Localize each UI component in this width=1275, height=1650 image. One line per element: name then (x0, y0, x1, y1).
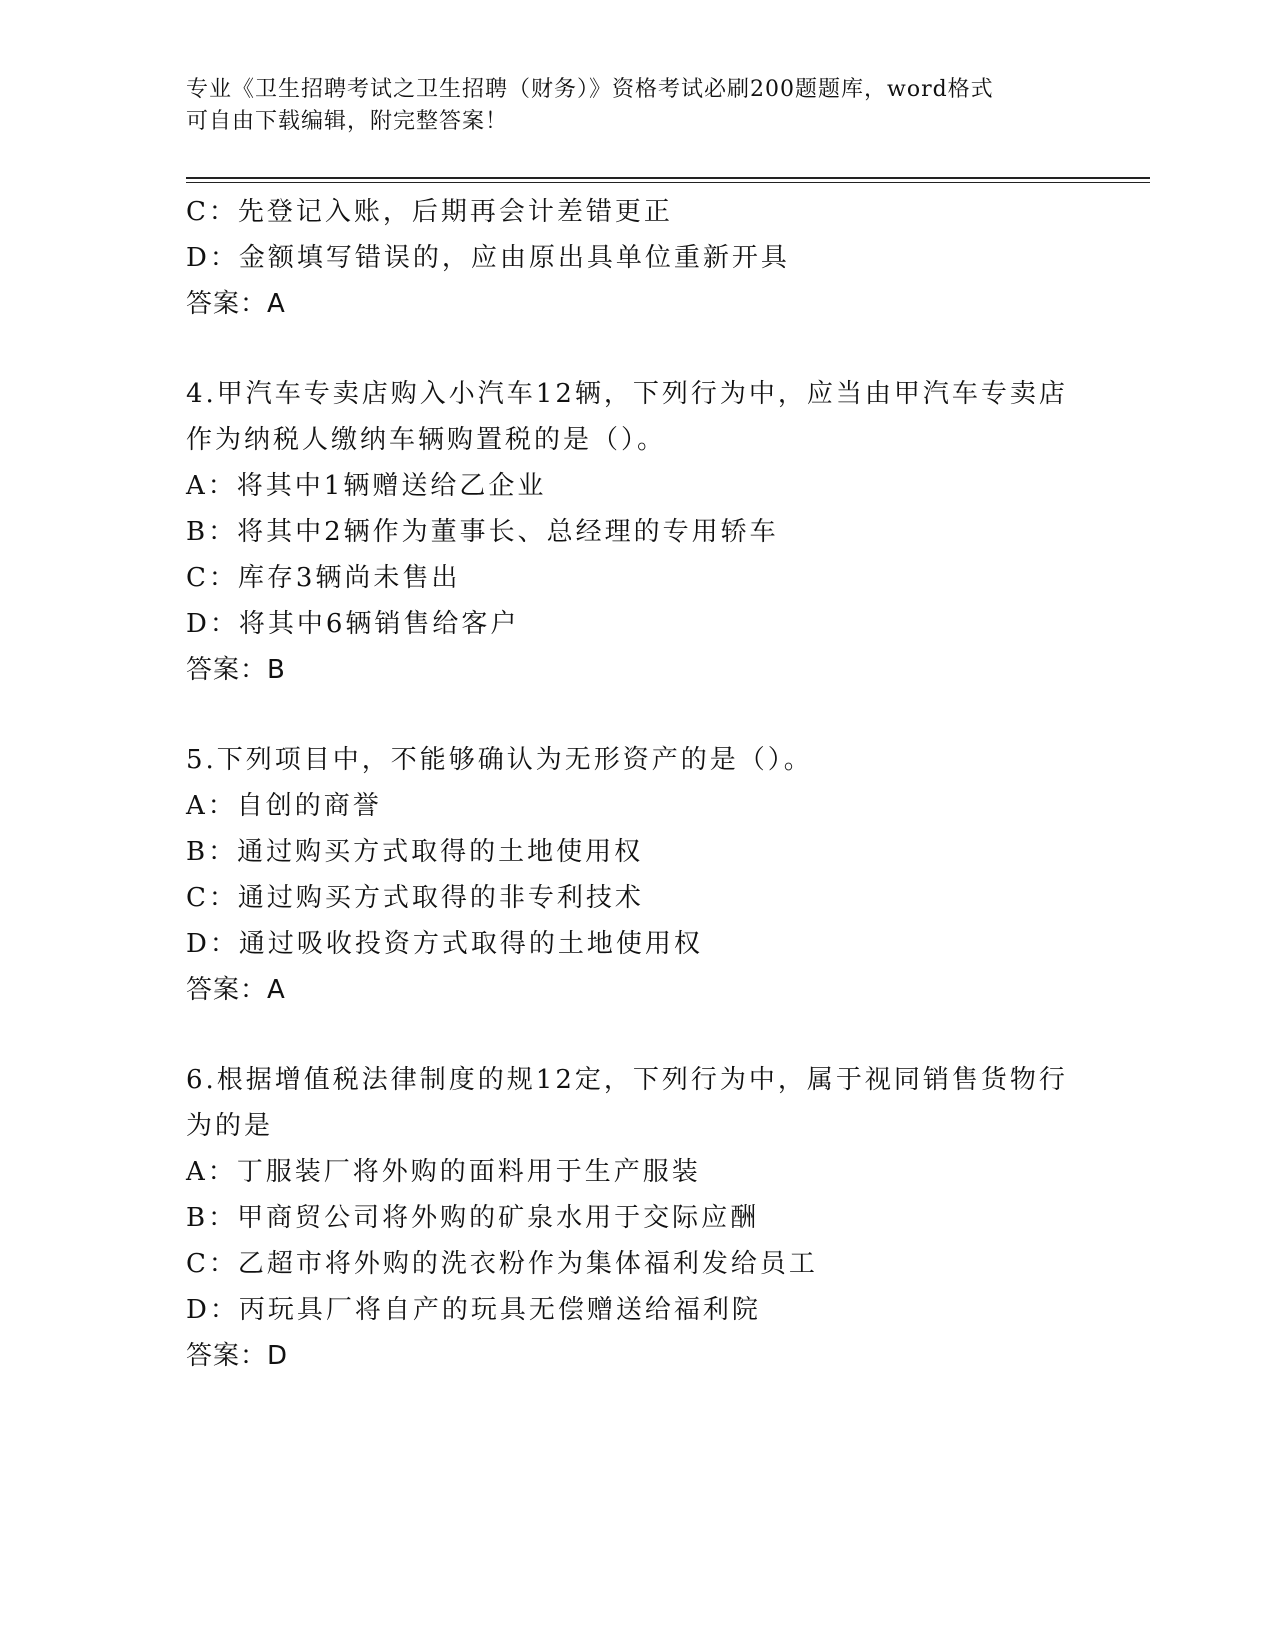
header-divider-thin (186, 182, 1150, 183)
question-stem: 5.下列项目中，不能够确认为无形资产的是（）。 (186, 745, 813, 775)
spacer (186, 327, 1086, 371)
page-header (186, 74, 1086, 138)
answer-line: 答案：A (186, 289, 286, 319)
question-stem: 为的是 (186, 1111, 274, 1141)
answer-line: 答案：D (186, 1341, 289, 1371)
option-b: B：甲商贸公司将外购的矿泉水用于交际应酬 (186, 1203, 760, 1233)
option-b: B：通过购买方式取得的土地使用权 (186, 837, 644, 867)
question-stem: 6.根据增值税法律制度的规12定，下列行为中，属于视同销售货物行 (186, 1065, 1068, 1095)
question-stem: 作为纳税人缴纳车辆购置税的是（）。 (186, 425, 667, 455)
option-a: A：自创的商誉 (186, 791, 382, 821)
option-c: C：乙超市将外购的洗衣粉作为集体福利发给员工 (186, 1249, 818, 1279)
option-c: C：先登记入账，后期再会计差错更正 (186, 197, 673, 227)
question-4 (186, 371, 1086, 693)
option-a: A：将其中1辆赠送给乙企业 (186, 471, 547, 501)
spacer (186, 1013, 1086, 1057)
spacer (186, 693, 1086, 737)
answer-line: 答案：A (186, 975, 286, 1005)
option-d: D：金额填写错误的，应由原出具单位重新开具 (186, 243, 790, 273)
option-b: B：将其中2辆作为董事长、总经理的专用轿车 (186, 517, 779, 547)
answer-line: 答案：B (186, 655, 286, 685)
option-d: D：将其中6辆销售给客户 (186, 609, 520, 639)
question-list (186, 189, 1086, 1379)
option-c: C：库存3辆尚未售出 (186, 563, 461, 593)
option-d: D：丙玩具厂将自产的玩具无偿赠送给福利院 (186, 1295, 761, 1325)
header-divider-thick (186, 177, 1150, 179)
header-line-1: 专业《卫生招聘考试之卫生招聘（财务）》资格考试必刷200题题库，word格式 (186, 77, 994, 102)
question-5 (186, 737, 1086, 1013)
question-stem: 4.甲汽车专卖店购入小汽车12辆，下列行为中，应当由甲汽车专卖店 (186, 379, 1068, 409)
header-line-2: 可自由下载编辑，附完整答案！ (186, 109, 509, 134)
option-a: A：丁服装厂将外购的面料用于生产服装 (186, 1157, 701, 1187)
option-d: D：通过吸收投资方式取得的土地使用权 (186, 929, 703, 959)
option-c: C：通过购买方式取得的非专利技术 (186, 883, 644, 913)
question-6 (186, 1057, 1086, 1379)
question-3-continuation (186, 189, 1086, 327)
